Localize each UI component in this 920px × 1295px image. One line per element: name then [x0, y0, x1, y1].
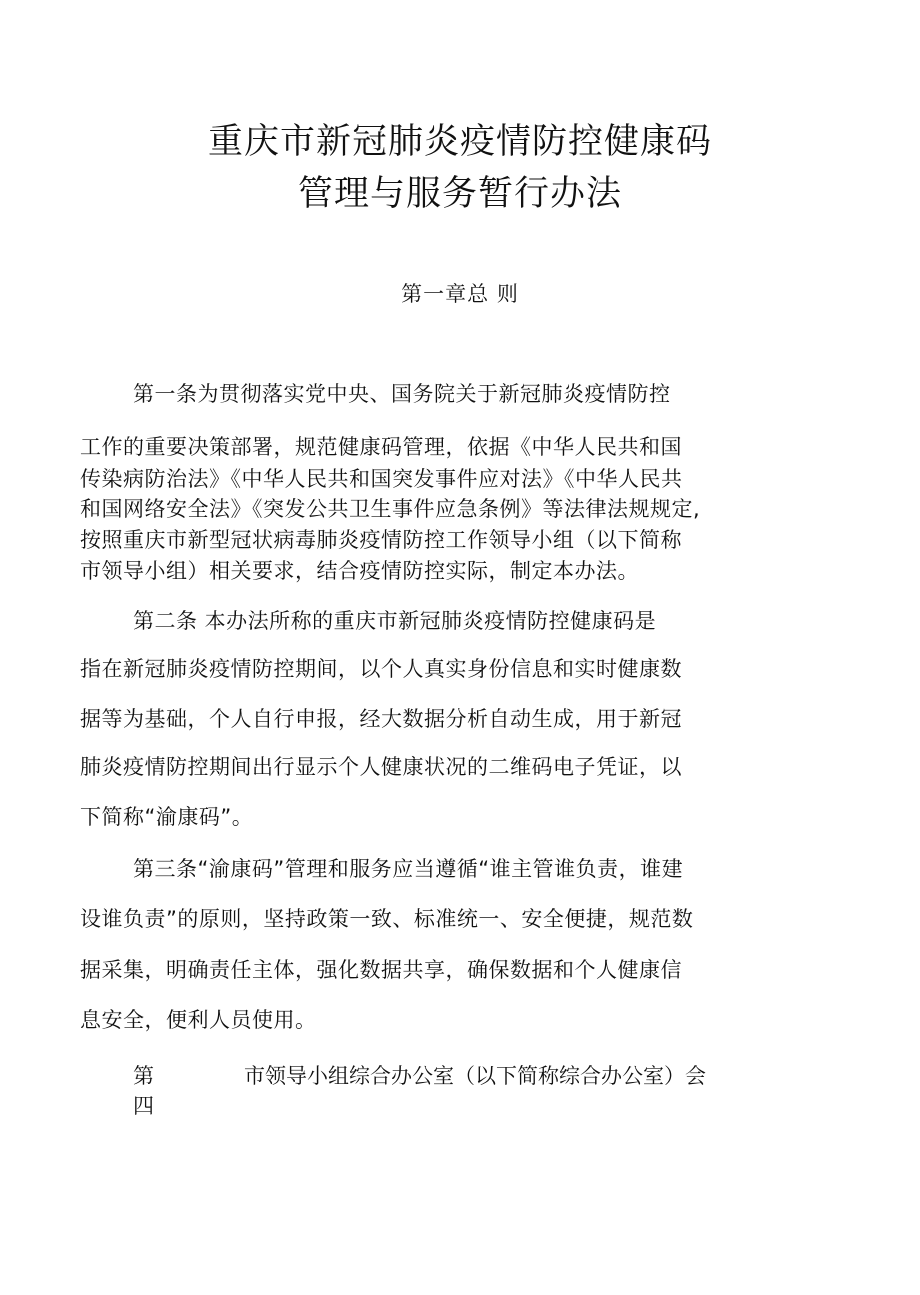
- paragraph-line: 按照重庆市新型冠状病毒肺炎疫情防控工作领导小组（以下简称: [80, 528, 682, 552]
- paragraph-line: 传染病防治法》《中华人民共和国突发事件应对法》《中华人民共: [80, 467, 683, 491]
- paragraph-line: 息安全，便利人员使用。: [80, 1008, 317, 1032]
- article-text-fragment: 市领导小组综合办公室（以下简称综合办公室）会: [244, 1064, 706, 1088]
- paragraph-line: 指在新冠肺炎疫情防控期间，以个人真实身份信息和实时健康数: [80, 657, 682, 681]
- paragraph-line: 设谁负责”的原则，坚持政策一致、标准统一、安全便捷，规范数: [80, 907, 694, 931]
- article-label-fragment: 第四: [133, 1064, 154, 1118]
- title-line-2: 管理与服务暂行办法: [297, 174, 622, 214]
- paragraph-line: 第三条“渝康码”管理和服务应当遵循“谁主管谁负责，谁建: [133, 857, 684, 881]
- paragraph-line: 肺炎疫情防控期间出行显示个人健康状况的二维码电子凭证，以: [80, 755, 682, 779]
- paragraph-line: 和国网络安全法》《突发公共卫生事件应急条例》等法律法规规定,: [80, 497, 701, 521]
- paragraph-line: 第二条 本办法所称的重庆市新冠肺炎疫情防控健康码是: [133, 609, 657, 633]
- chapter-heading: 第一章总 则: [401, 282, 519, 306]
- clipped-article-line: [133, 1061, 773, 1118]
- paragraph-line: 第一条为贯彻落实党中央、国务院关于新冠肺炎疫情防控: [133, 382, 671, 406]
- title-line-1: 重庆市新冠肺炎疫情防控健康码: [207, 122, 712, 162]
- paragraph-line: 市领导小组）相关要求，结合疫情防控实际，制定本办法。: [80, 559, 639, 583]
- paragraph-line: 据采集，明确责任主体，强化数据共享，确保数据和个人健康信: [80, 958, 682, 982]
- paragraph-line: 下简称“渝康码”。: [80, 805, 254, 829]
- paragraph-line: 工作的重要决策部署，规范健康码管理，依据《中华人民共和国: [80, 435, 682, 459]
- paragraph-line: 据等为基础，个人自行申报，经大数据分析自动生成，用于新冠: [80, 707, 682, 731]
